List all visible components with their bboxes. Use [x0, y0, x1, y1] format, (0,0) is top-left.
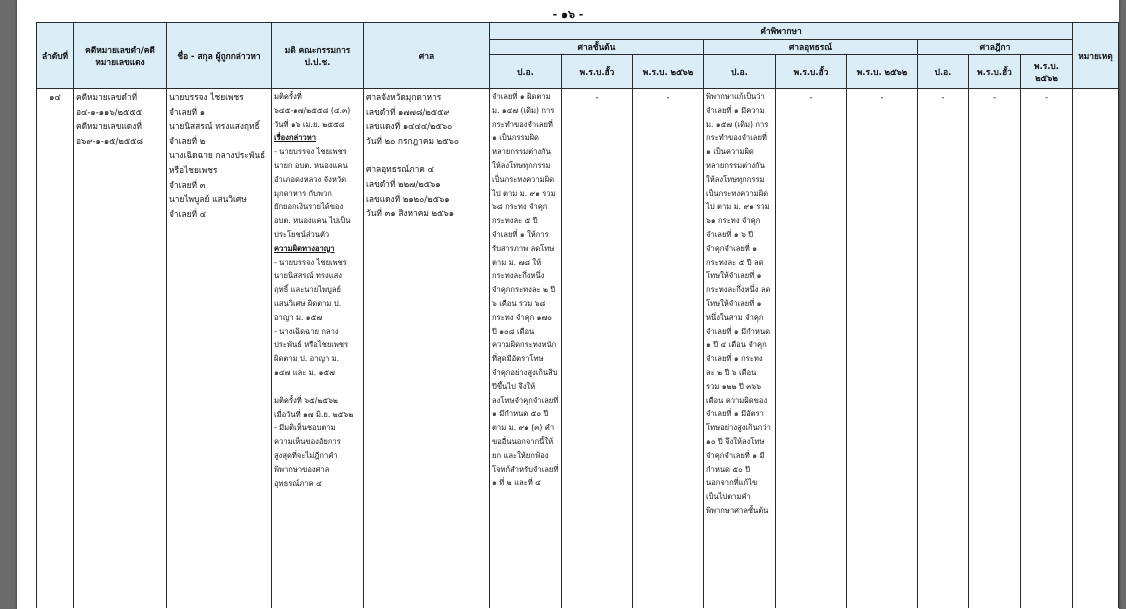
judgment-line: ที่สุดมีอัตราโทษ	[492, 354, 544, 364]
judgment-line: กำหนด ๕๐ ปี	[706, 464, 751, 474]
judgment-line: เป็นกระทงความผิด	[492, 174, 555, 184]
header-appeal-court: ศาลอุทธรณ์	[704, 40, 918, 55]
dash: -	[1044, 92, 1049, 102]
cell-supreme-prb	[969, 89, 1021, 609]
judgment-line: โทษอย่างสูงเกินกว่า	[706, 423, 771, 433]
spacer	[274, 380, 361, 394]
cell-remark	[1073, 89, 1119, 609]
name-line: จำเลยที่ ๒	[169, 135, 206, 146]
resolution-line: - นางเฉิดฉาย กลาง	[274, 326, 339, 336]
court-line: เลขแดงที่ ๒๑๒๐/๒๕๖๑	[366, 193, 450, 204]
judgment-line: จำเลยที่ ๑ ผิดตาม	[492, 92, 551, 101]
judgment-line: ปีขึ้นไป จึงให้	[492, 381, 536, 391]
judgment-line: จำเลยที่ ๑ มีอัตรา	[706, 409, 764, 419]
resolution-line: สูงสุดที่จะไม่ฎีกาคำ	[274, 450, 338, 460]
judgment-line: ละ ๒ ปี ๖ เดือน	[706, 367, 757, 377]
dash: -	[666, 92, 670, 102]
judgment-table	[36, 22, 1119, 608]
dash: -	[880, 92, 884, 102]
cell-appeal-prb	[776, 89, 847, 609]
judgment-line: จำเลยที่ ๑ มีกำหนด	[706, 326, 771, 336]
court-line: วันที่ ๒๐ กรกฎาคม ๒๕๖๐	[366, 135, 459, 146]
resolution-line: - มีมติเห็นชอบตาม	[274, 423, 336, 433]
spacer	[366, 148, 487, 162]
resolution-line: นายนิสสรณ์ ทรงแสง	[274, 271, 342, 281]
dash: -	[941, 92, 945, 102]
judgment-line: จำคุกจำเลยที่ ๑ มี	[706, 450, 765, 460]
judgment-line: กระทำของจำเลยที่	[492, 119, 553, 129]
judgment-line: พิพากษาแก้เป็นว่า	[706, 92, 765, 101]
resolution-line: อุทธรณ์ภาค ๔	[274, 478, 322, 488]
cell-first-criminal	[490, 89, 562, 609]
resolution-line: ประพันธ์ หรือไชยเพชร	[274, 340, 349, 350]
header-supreme-prb2: พ.ร.บ. ๒๕๖๒	[1021, 55, 1073, 89]
header-no: ลำดับที่	[37, 23, 74, 89]
header-supreme-court: ศาลฎีกา	[918, 40, 1073, 55]
judgment-line: เป็นกระทงความผิด	[706, 188, 769, 198]
cell-no	[37, 89, 74, 609]
resolution-line: ๑๔๗ และ ม. ๑๕๗	[274, 367, 335, 377]
judgment-line: ๑๐ ปี จึงให้ลงโทษ	[706, 436, 765, 446]
judgment-line: โทษให้จำเลยที่ ๑	[706, 298, 762, 308]
cell-appeal-prb2	[847, 89, 918, 609]
header-resolution: มติ คณะกรรมการ ป.ป.ช.	[272, 23, 364, 89]
judgment-line: จำคุกอย่างสูงเกินสิบ	[492, 367, 558, 377]
judgment-line: ยก และให้ยกฟ้อง	[492, 450, 549, 460]
case-black-label: คดีหมายเลขดำที่	[76, 92, 138, 102]
header-first-prb2: พ.ร.บ. ๒๕๖๒	[633, 55, 704, 89]
judgment-line: กระทงละ ๕ ปี	[492, 216, 538, 226]
resolution-line: แสนวิเศษ ผิดตาม ป.	[274, 298, 342, 308]
judgment-line: จำคุกจำเลยที่ ๑	[706, 243, 758, 253]
court-line: ศาลจังหวัดมุกดาหาร	[366, 92, 442, 102]
court-line: ศาลอุทธรณ์ภาค ๔	[366, 164, 434, 175]
judgment-line: รับสารภาพ ลดโทษ	[492, 243, 555, 253]
header-supreme-prb: พ.ร.บ.ฮั้ว	[969, 55, 1021, 89]
cell-case	[74, 89, 167, 609]
row-number: ๑๔	[49, 92, 61, 102]
resolution-line: อำเภอดงหลวง จังหวัด	[274, 174, 347, 184]
table-row	[37, 89, 1119, 609]
resolution-line: เมื่อวันที่ ๑๗ มิ.ย. ๒๕๖๒	[274, 409, 354, 419]
judgment-line: ๑ เป็นกรรมผิด	[492, 133, 539, 143]
judgment-line: ๑ ปี ๔ เดือน จำคุก	[706, 340, 767, 350]
judgment-line: กระทงละกึ่งหนึ่ง ลด	[706, 285, 771, 295]
cell-supreme-criminal	[918, 89, 969, 609]
cell-names	[167, 89, 272, 609]
resolution-line: ประโยชน์ส่วนตัว	[274, 229, 330, 239]
judgment-line: ให้ลงโทษทุกกรรม	[706, 174, 765, 184]
judgment-line: ๑ ที่ ๒ และที่ ๔	[492, 478, 541, 488]
header-first-prb: พ.ร.บ.ฮั้ว	[562, 55, 633, 89]
resolution-line: ๖๔๕-๑๗/๒๕๕๘ (๔.๓)	[274, 105, 351, 115]
name-line: นายไพบูลย์ แสนวิเศษ	[169, 194, 247, 205]
resolution-line: มติครั้งที่	[274, 92, 302, 101]
court-line: เลขดำที่ ๒๒๗/๒๕๖๑	[366, 178, 441, 189]
header-court: ศาล	[364, 23, 490, 89]
case-red-number: อ๖๙-๑-๑๕/๒๕๕๘	[76, 135, 143, 146]
judgment-line: ๑ มีกำหนด ๕๐ ปี	[492, 409, 549, 419]
document-page	[17, 0, 1119, 609]
judgment-line: ไป ตาม ม. ๙๑ รวม	[492, 188, 556, 198]
resolution-line: - นายบรรจง ไชยเพชร	[274, 147, 347, 157]
judgment-line: ปี ๑๐๘ เดือน	[492, 326, 535, 336]
resolution-line: - นายบรรจง ไชยเพชร	[274, 257, 347, 267]
name-line: นายบรรจง ไชยเพชร	[169, 92, 244, 102]
header-appeal-criminal: ป.อ.	[704, 55, 776, 89]
header-first-criminal: ป.อ.	[490, 55, 562, 89]
judgment-line: พิพากษาศาลชั้นต้น	[706, 505, 769, 515]
judgment-line: กระทำของจำเลยที่	[706, 133, 767, 143]
judgment-line: หลายกรรมต่างกัน	[492, 147, 551, 157]
header-judgment: คำพิพากษา	[490, 23, 1073, 40]
judgment-line: ตาม ม. ๗๘ ให้	[492, 257, 542, 267]
name-line: จำเลยที่ ๑	[169, 106, 206, 117]
resolution-line: นายก อบต. หนองแคน	[274, 160, 348, 170]
dash: -	[992, 92, 997, 102]
dash: -	[595, 92, 599, 102]
header-supreme-criminal: ป.อ.	[918, 55, 969, 89]
page-number: - ๑๖ -	[552, 8, 584, 21]
name-line: จำเลยที่ ๓	[169, 179, 206, 190]
resolution-line: มุกดาหาร กับพวก	[274, 188, 332, 198]
header-appeal-prb2: พ.ร.บ. ๒๕๖๒	[847, 55, 918, 89]
name-line: หรือไชยเพชร	[169, 164, 218, 175]
judgment-line: หนึ่งในสาม จำคุก	[706, 312, 764, 322]
cell-first-prb	[562, 89, 633, 609]
case-black-number: อ๔-๑-๑๑๖/๒๕๕๕	[76, 106, 143, 117]
header-appeal-prb: พ.ร.บ.ฮั้ว	[776, 55, 847, 89]
judgment-line: ลงโทษจำคุกจำเลยที่	[492, 395, 559, 405]
judgment-line: จำเลยที่ ๑ กระทง	[706, 354, 763, 364]
cell-court	[364, 89, 490, 609]
resolution-line: พิพากษาของศาล	[274, 464, 330, 474]
judgment-line: รวม ๑๒๒ ปี ๓๖๖	[706, 381, 762, 391]
judgment-line: จำเลยที่ ๑ ให้การ	[492, 229, 549, 239]
court-line: เลขแดงที่ ๑๔๔๔/๒๕๖๐	[366, 121, 453, 132]
resolution-line: วันที่ ๑๖ เม.ย. ๒๕๕๘	[274, 119, 345, 129]
judgment-line: ๑ เป็นความผิด	[706, 147, 754, 157]
case-red-label: คดีหมายเลขแดงที่	[76, 121, 142, 132]
court-line: วันที่ ๓๑ สิงหาคม ๒๕๖๑	[366, 208, 455, 219]
name-line: จำเลยที่ ๔	[169, 208, 207, 219]
judgment-line: ขออื่นนอกจากนี้ให้	[492, 436, 554, 446]
judgment-line: จำคุกกระทงละ ๒ ปี	[492, 285, 556, 295]
judgment-line: โจทก์สำหรับจำเลยที่	[492, 464, 559, 474]
judgment-line: กระทงละ ๕ ปี ลด	[706, 257, 764, 267]
judgment-line: ๖ เดือน รวม ๖๘	[492, 298, 546, 308]
allegation-heading: เรื่องกล่าวหา	[274, 133, 316, 143]
judgment-line: ๖๘ กระทง จำคุก	[492, 202, 548, 212]
cell-supreme-prb2	[1021, 89, 1073, 609]
header-remark: หมายเหตุ	[1073, 23, 1119, 89]
judgment-line: เดือน ความผิดของ	[706, 395, 768, 405]
judgment-line: จำเลยที่ ๑ มีความ	[706, 105, 765, 115]
resolution-line: มติครั้งที่ ๖๕/๒๕๖๒	[274, 395, 338, 405]
judgment-line: หลายกรรมต่างกัน	[706, 160, 765, 170]
cell-appeal-criminal	[704, 89, 776, 609]
header-case: คดีหมายเลขดำ/คดีหมายเลขแดง	[74, 23, 167, 89]
dash: -	[809, 92, 813, 102]
offense-heading: ความผิดทางอาญา	[274, 243, 335, 253]
judgment-line: ให้ลงโทษทุกกรรม	[492, 160, 551, 170]
judgment-line: ตาม ม. ๙๑ (๓) คำ	[492, 423, 555, 433]
judgment-line: ไป ตาม ม. ๙๑ รวม	[706, 202, 770, 212]
court-line: เลขดำที่ ๑๗๗๘/๒๕๕๙	[366, 106, 450, 117]
judgment-line: ม. ๑๔๗ (เดิม) การ	[492, 105, 555, 115]
judgment-line: ความผิดกระทงหนัก	[492, 340, 557, 350]
name-line: นายนิสสรณ์ ทรงแสงฤทธิ์	[169, 121, 260, 132]
judgment-line: เป็นไปตามคำ	[706, 492, 751, 502]
resolution-line: ความเห็นของอัยการ	[274, 437, 341, 447]
resolution-line: ยักยอกเงินรายได้ของ	[274, 202, 344, 212]
judgment-line: ม. ๑๕๗ (เดิม) การ	[706, 119, 769, 129]
judgment-line: กระทงละกึ่งหนึ่ง	[492, 271, 545, 281]
header-name: ชื่อ - สกุล ผู้ถูกกล่าวหา	[167, 23, 272, 89]
judgment-line: นอกจากที่แก้ไข	[706, 478, 758, 488]
resolution-line: อาญา ม. ๑๕๗	[274, 312, 323, 322]
judgment-line: กระทง จำคุก ๑๗๐	[492, 312, 552, 322]
header-first-court: ศาลชั้นต้น	[490, 40, 704, 55]
judgment-line: ๖๑ กระทง จำคุก	[706, 216, 761, 226]
name-line: นางเฉิดฉาย กลางประพันธ์	[169, 150, 266, 161]
judgment-line: โทษให้จำเลยที่ ๑	[706, 271, 762, 281]
cell-first-prb2	[633, 89, 704, 609]
judgment-line: จำเลยที่ ๑ ๖ ปี	[706, 229, 754, 239]
cell-resolution	[272, 89, 364, 609]
resolution-line: อบต. หนองแคน ไปเป็น	[274, 216, 351, 226]
resolution-line: ผิดตาม ป. อาญา ม.	[274, 354, 340, 364]
resolution-line: ฤทธิ์ และนายไพบูลย์	[274, 285, 341, 295]
